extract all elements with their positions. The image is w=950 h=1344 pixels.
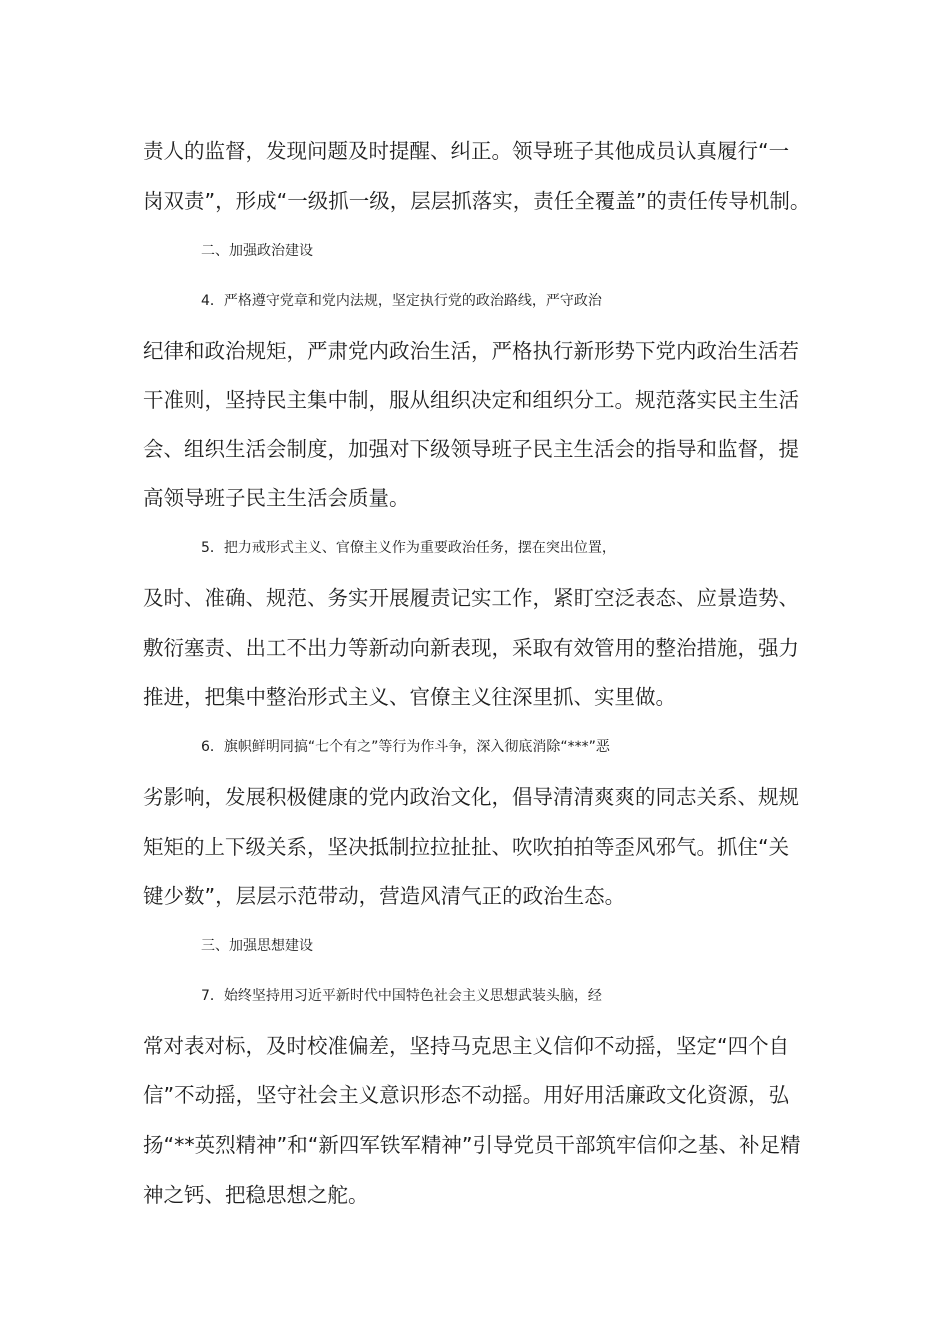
text-line: 扬“**英烈精神”和“新四军铁军精神”引导党员干部筑牢信仰之基、补足精 — [143, 1133, 801, 1157]
section-heading: 二、加强政治建设 — [201, 243, 313, 259]
text-line: 纪律和政治规矩，严肃党内政治生活，严格执行新形势下党内政治生活若 — [143, 339, 799, 363]
text-line: 干准则，坚持民主集中制，服从组织决定和组织分工。规范落实民主生活 — [143, 388, 799, 412]
text-line: 敷衍塞责、出工不出力等新动向新表现，采取有效管用的整治措施，强力 — [143, 636, 799, 660]
text-line: 推进，把集中整治形式主义、官僚主义往深里抓、实里做。 — [143, 685, 676, 709]
section-heading: 三、加强思想建设 — [201, 938, 313, 954]
text-line: 神之钙、把稳思想之舵。 — [143, 1183, 369, 1207]
paragraph-start: 6．旗帜鲜明同搞“七个有之”等行为作斗争，深入彻底消除“***”恶 — [201, 739, 610, 755]
text-line: 信”不动摇，坚守社会主义意识形态不动摇。用好用活廉政文化资源，弘 — [143, 1083, 790, 1107]
text-line: 责人的监督，发现问题及时提醒、纠正。领导班子其他成员认真履行“一 — [143, 139, 790, 163]
text-line: 会、组织生活会制度，加强对下级领导班子民主生活会的指导和监督，提 — [143, 437, 799, 461]
text-line: 常对表对标，及时校准偏差，坚持马克思主义信仰不动摇，坚定“四个自 — [143, 1034, 790, 1058]
text-line: 岗双责”，形成“一级抓一级，层层抓落实，责任全覆盖”的责任传导机制。 — [143, 189, 811, 213]
text-line: 矩矩的上下级关系，坚决抵制拉拉扯扯、吹吹拍拍等歪风邪气。抓住“关 — [143, 835, 790, 859]
paragraph-start: 7．始终坚持用习近平新时代中国特色社会主义思想武装头脑，经 — [201, 988, 602, 1004]
text-line: 劣影响，发展积极健康的党内政治文化，倡导清清爽爽的同志关系、规规 — [143, 785, 799, 809]
paragraph-start: 4．严格遵守党章和党内法规，坚定执行党的政治路线，严守政治 — [201, 293, 602, 309]
text-line: 高领导班子民主生活会质量。 — [143, 486, 410, 510]
text-line: 键少数”，层层示范带动，营造风清气正的政治生态。 — [143, 884, 626, 908]
paragraph-start: 5．把力戒形式主义、官僚主义作为重要政治任务，摆在突出位置， — [201, 540, 616, 556]
text-line: 及时、准确、规范、务实开展履责记实工作，紧盯空泛表态、应景造势、 — [143, 586, 799, 610]
